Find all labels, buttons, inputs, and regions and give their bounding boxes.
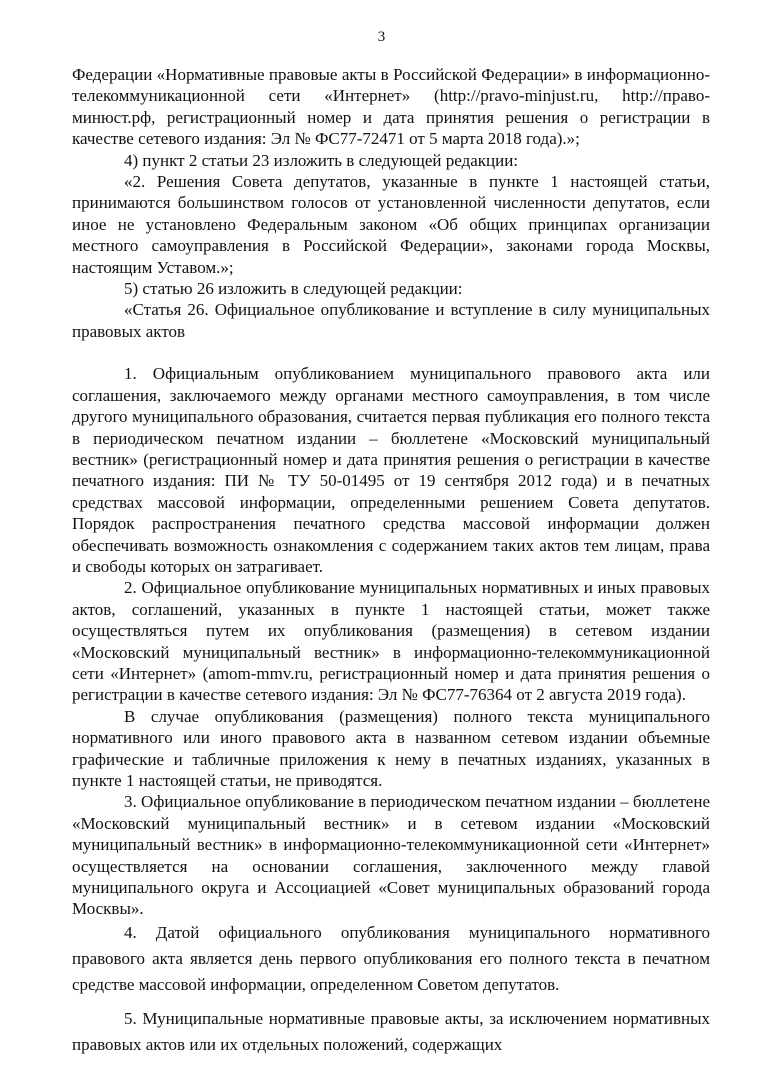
paragraph-article-23-clause-2: «2. Решения Совета депутатов, указанные в пункте 1 настоящей статьи, принимаются большинством голосов от установленной численности депутатов, если иное не установлено Федеральным законом «Об общих принципах организации местного самоуправления в Российской Федерации», законами города Москвы, настоящим Уставом.»;	[72, 172, 710, 277]
article-26-heading: «Статья 26. Официальное опубликование и вступление в силу муниципальных правовых актов	[72, 300, 710, 341]
paragraph-article-26-clause-4: 4. Датой официального опубликования муниципального нормативного правового акта является день первого опубликования его полного текста в печатном средстве массовой информации, определенном Советом депутатов.	[72, 922, 710, 994]
paragraph-article-26-clause-2-note: В случае опубликования (размещения) полного текста муниципального нормативного или иного правового акта в названном сетевом издании объемные графические и табличные приложения к нему в печатных изданиях, указанных в пункте 1 настоящей статьи, не приводятся.	[72, 706, 710, 790]
paragraph-article-26-clause-1: 1. Официальным опубликованием муниципального правового акта или соглашения, заключаемого между органами местного самоуправления, в том числе другого муниципального образования, считается первая публикация его полного текста в периодическом печатном издании – бюллетене «Московский муниципальный вестник» (регистрационный номер и дата принятия решения о регистрации в качестве печатного издания: ПИ № ТУ 50-01495 от 19 сентября 2012 года) и в печатных средствах массовой информации, определенными решением Совета депутатов. Порядок распространения печатного средства массовой информации должен обеспечивать возможность ознакомления с содержанием таких актов тем лицам, права и свободы которых он затрагивает.	[72, 364, 710, 576]
paragraph-article-26-clause-5: 5. Муниципальные нормативные правовые акты, за исключением нормативных правовых актов или их отдельных положений, содержащих	[72, 1008, 710, 1054]
page-number: 3	[377, 29, 386, 45]
paragraph-federal-portal-continuation: Федерации «Нормативные правовые акты в Российской Федерации» в информационно-телекоммуникационной сети «Интернет» (http://pravo-minjust.ru, http://право-минюст.рф, регистрационный номер и дата принятия решения о регистрации в качестве сетевого издания: Эл № ФС77-72471 от 5 марта 2018 года).»;	[72, 65, 710, 149]
paragraph-item-5: 5) статью 26 изложить в следующей редакции:	[124, 279, 463, 299]
paragraph-article-26-clause-2: 2. Официальное опубликование муниципальных нормативных и иных правовых актов, соглашений, указанных в пункте 1 настоящей статьи, может также осуществляться путем их опубликования (размещения) в сетевом издании «Московский муниципальный вестник» в информационно-телекоммуникационной сети «Интернет» (amom-mmv.ru, регистрационный номер и дата принятия решения о регистрации в качестве сетевого издания: Эл № ФС77-76364 от 2 августа 2019 года).	[72, 578, 710, 705]
paragraph-article-26-clause-3: 3. Официальное опубликование в периодическом печатном издании – бюллетене «Московский муниципальный вестник» и в сетевом издании «Московский муниципальный вестник» в информационно-телекоммуникационной сети «Интернет» осуществляется на основании соглашения, заключенного между главой муниципального округа и Ассоциацией «Совет муниципальных образований города Москвы».	[72, 792, 710, 919]
document-body	[72, 64, 710, 1058]
paragraph-item-4: 4) пункт 2 статьи 23 изложить в следующей редакции:	[124, 150, 519, 170]
